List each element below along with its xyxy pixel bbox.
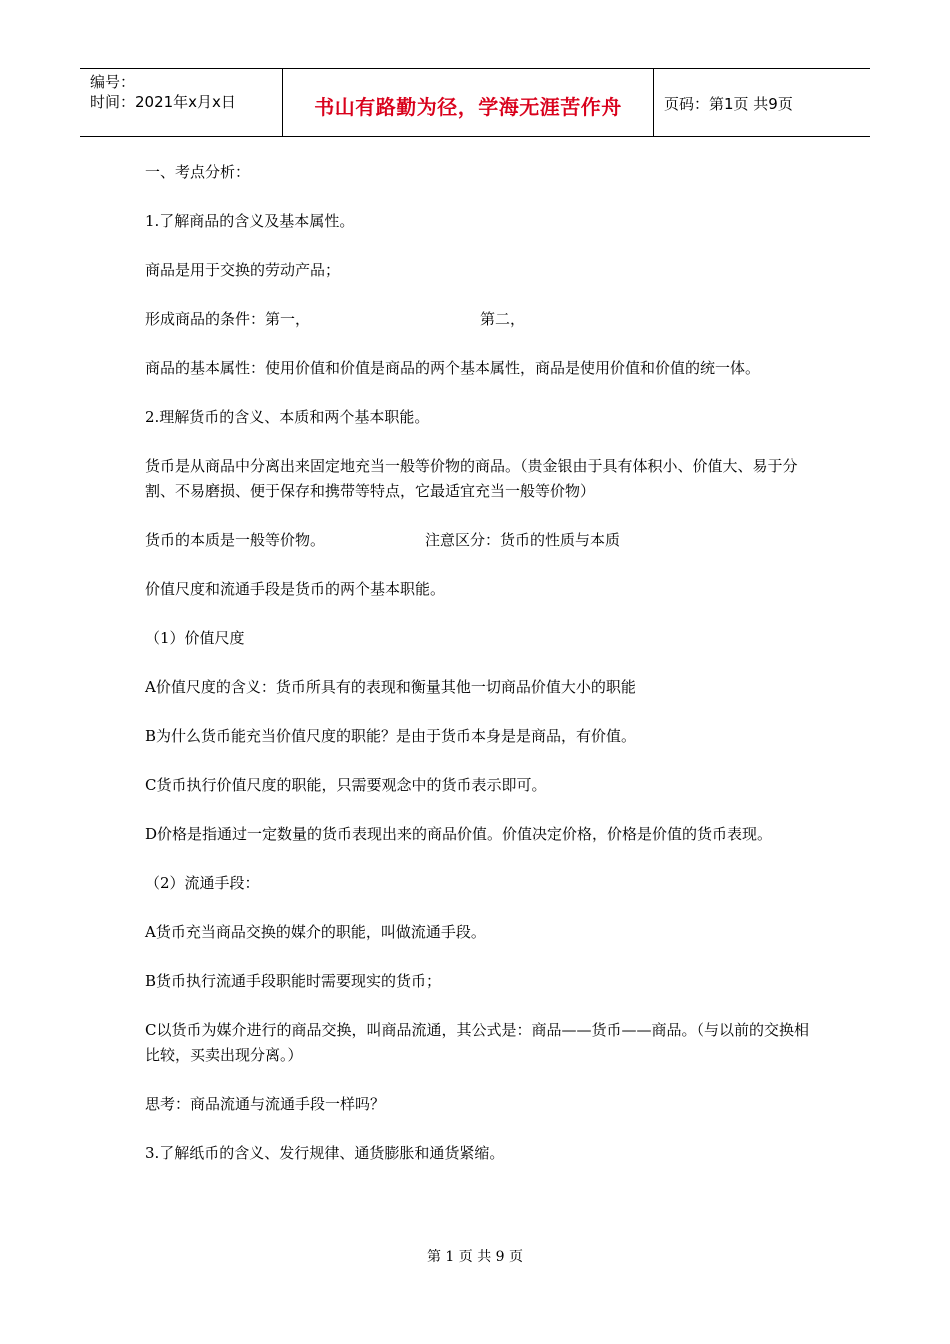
paragraph: 价值尺度和流通手段是货币的两个基本职能。 bbox=[145, 580, 446, 598]
time-label: 时间：2021年x月x日 bbox=[90, 93, 236, 111]
paragraph: 2.理解货币的含义、本质和两个基本职能。 bbox=[145, 408, 430, 426]
paragraph: B为什么货币能充当价值尺度的职能？是由于货币本身是是商品，有价值。 bbox=[145, 727, 637, 745]
paragraph bbox=[145, 528, 810, 553]
page-footer: 第 1 页 共 9 页 bbox=[426, 1249, 524, 1265]
section-heading: 一、考点分析： bbox=[145, 163, 251, 181]
condition-second: 第二， bbox=[480, 310, 526, 328]
header-meta-cell bbox=[80, 69, 282, 136]
paragraph: 1.了解商品的含义及基本属性。 bbox=[145, 212, 355, 230]
paragraph: 商品的基本属性：使用价值和价值是商品的两个基本属性，商品是使用价值和价值的统一体。 bbox=[145, 359, 761, 377]
paragraph: （1）价值尺度 bbox=[145, 629, 245, 647]
header-table bbox=[80, 68, 870, 137]
paragraph: （2）流通手段： bbox=[145, 874, 260, 892]
paragraph bbox=[145, 307, 810, 332]
paragraph: C以货币为媒介进行的商品交换，叫商品流通，其公式是：商品——货币——商品。（与以前的交换相比较，买卖出现分离。） bbox=[145, 1021, 809, 1064]
paragraph: D价格是指通过一定数量的货币表现出来的商品价值。价值决定价格，价格是价值的货币表现。 bbox=[145, 825, 773, 843]
paragraph: 货币是从商品中分离出来固定地充当一般等价物的商品。（贵金银由于具有体积小、价值大、易于分割、不易磨损、便于保存和携带等特点，它最适宜充当一般等价物） bbox=[145, 457, 798, 500]
header-page-cell bbox=[653, 69, 870, 136]
paragraph: C货币执行价值尺度的职能，只需要观念中的货币表示即可。 bbox=[145, 776, 547, 794]
header-motto-cell bbox=[282, 69, 654, 136]
paragraph: A价值尺度的含义：货币所具有的表现和衡量其他一切商品价值大小的职能 bbox=[145, 678, 636, 696]
paragraph: 3.了解纸币的含义、发行规律、通货膨胀和通货紧缩。 bbox=[145, 1144, 505, 1162]
paragraph: A货币充当商品交换的媒介的职能，叫做流通手段。 bbox=[145, 923, 486, 941]
paragraph: 思考：商品流通与流通手段一样吗？ bbox=[145, 1095, 386, 1113]
paragraph: B货币执行流通手段职能时需要现实的货币； bbox=[145, 972, 442, 990]
page-label: 页码：第1页 共9页 bbox=[664, 95, 793, 113]
money-essence: 货币的本质是一般等价物。 bbox=[145, 531, 326, 549]
paragraph: 商品是用于交换的劳动产品； bbox=[145, 261, 341, 279]
condition-first: 形成商品的条件：第一， bbox=[145, 310, 311, 328]
note: 注意区分：货币的性质与本质 bbox=[425, 531, 621, 549]
number-label: 编号： bbox=[90, 73, 136, 91]
document-body bbox=[145, 160, 810, 1190]
motto: 书山有路勤为径，学海无涯苦作舟 bbox=[314, 95, 622, 119]
